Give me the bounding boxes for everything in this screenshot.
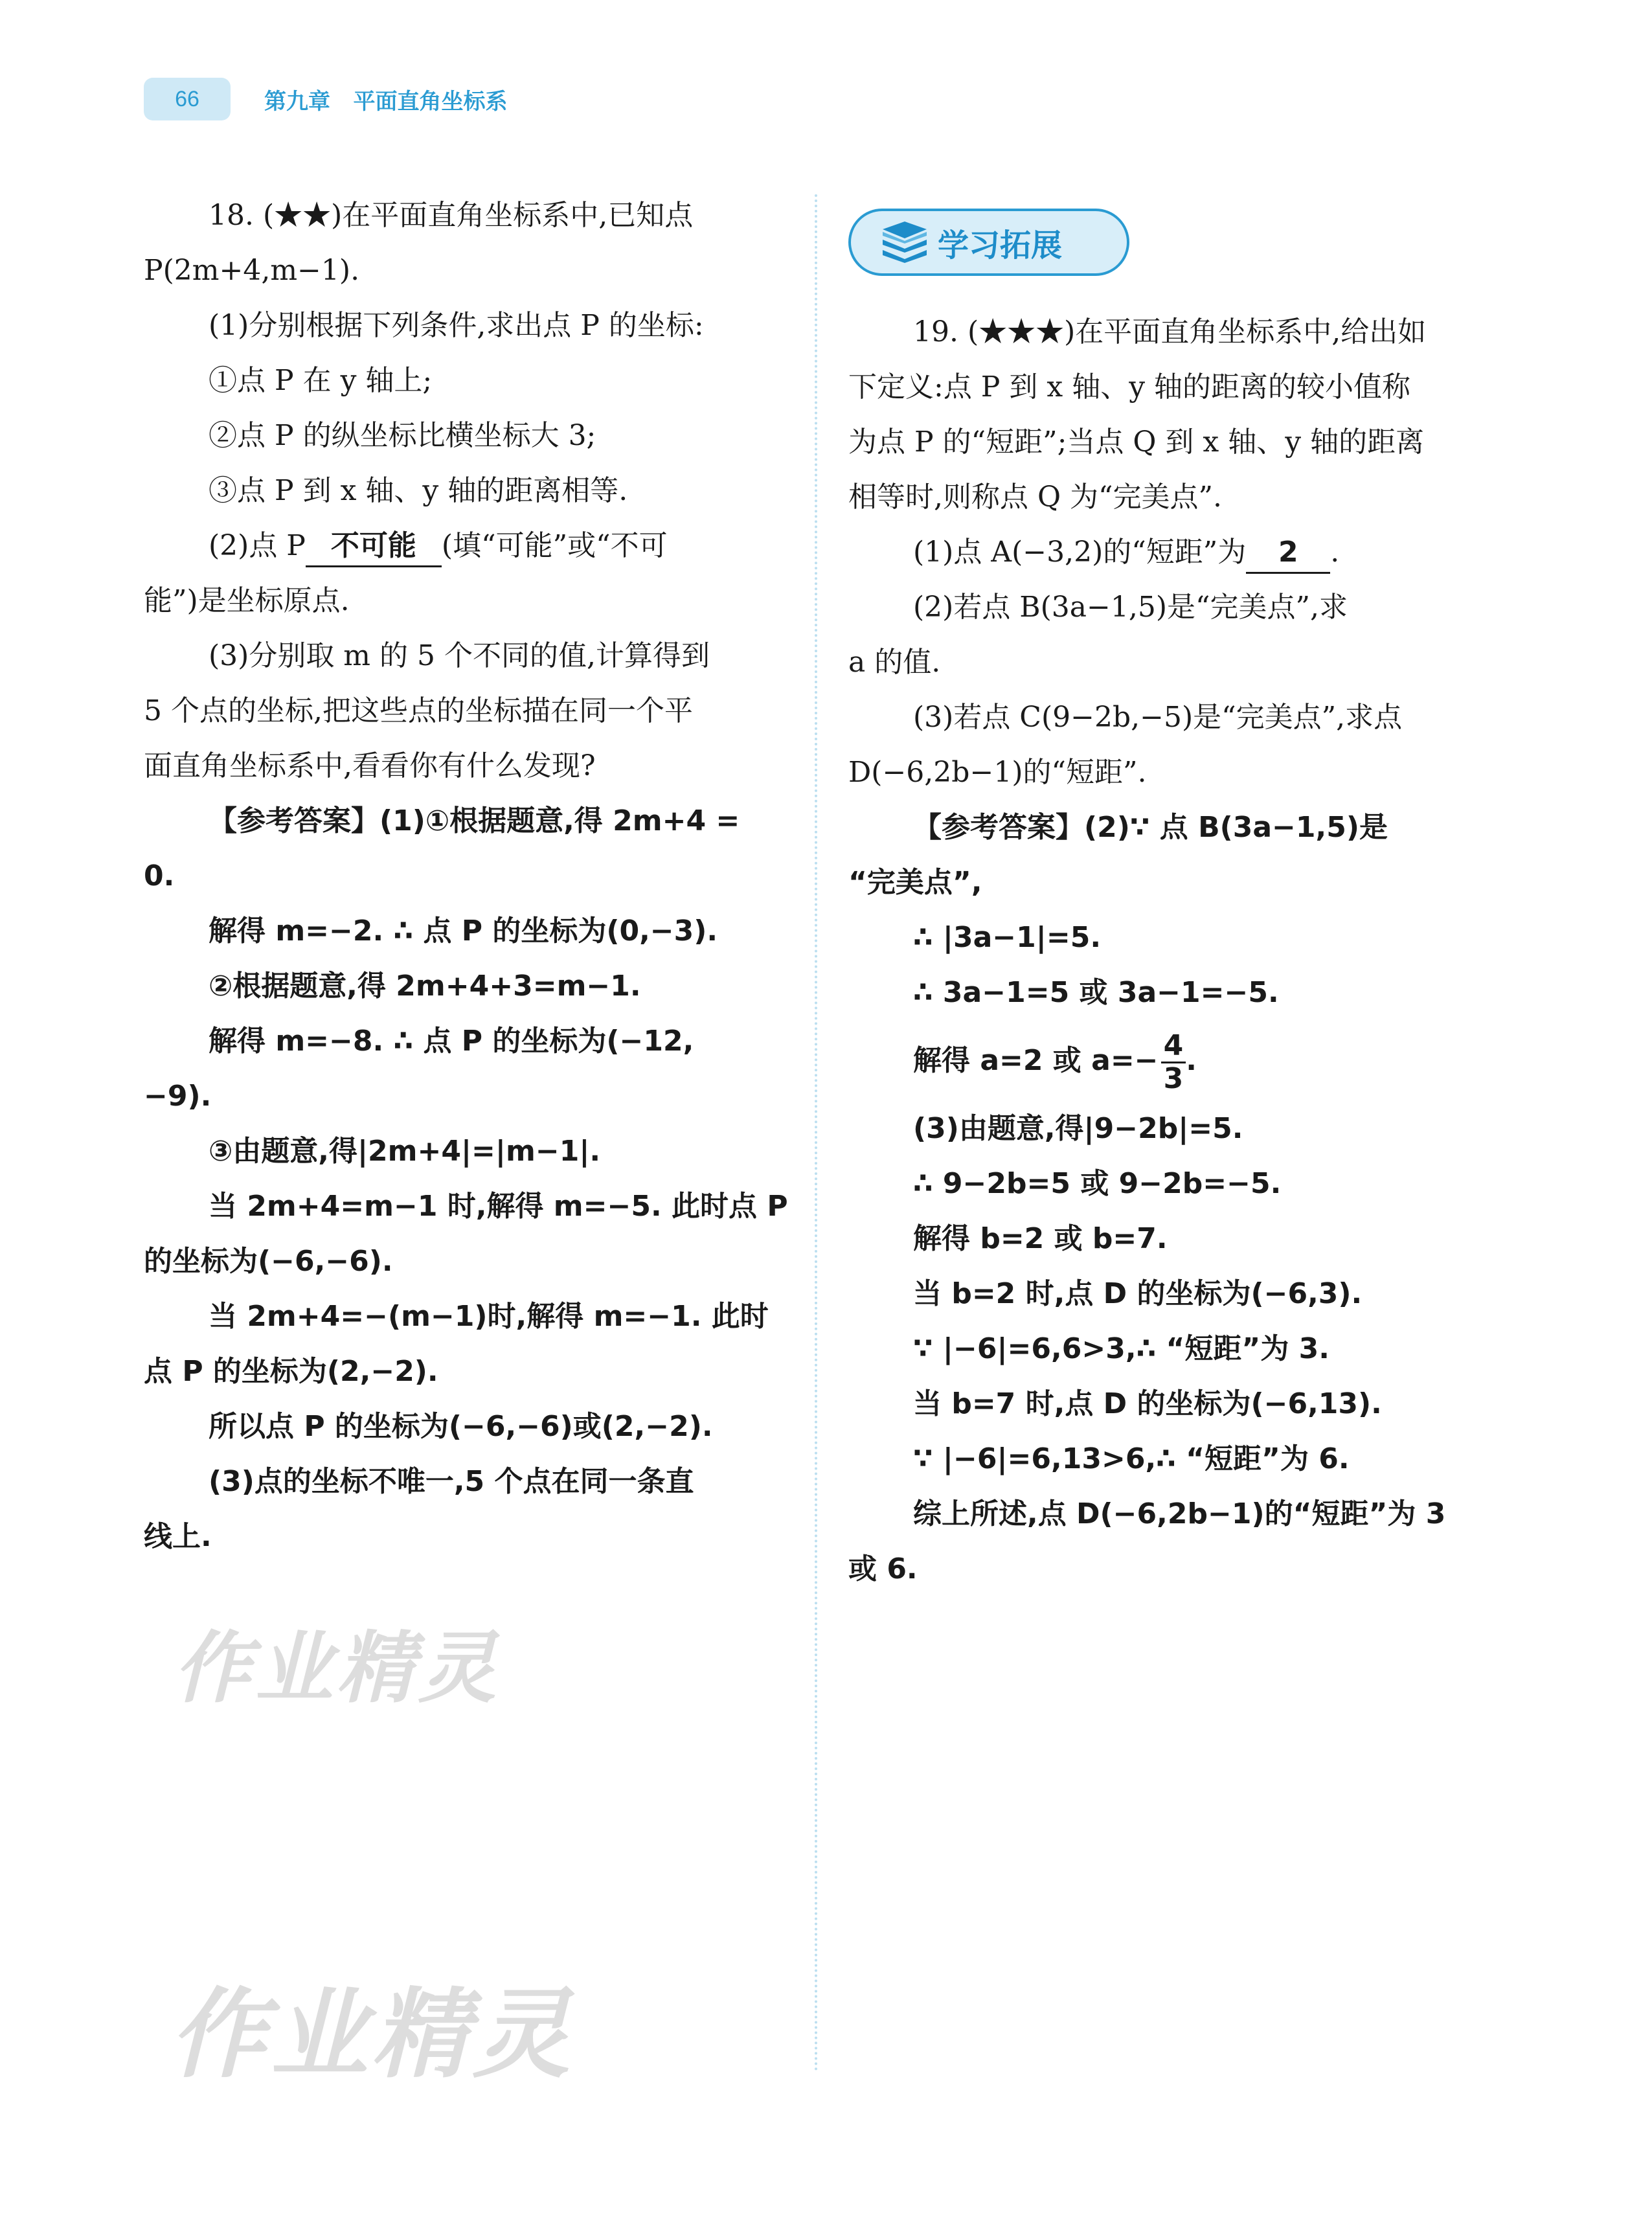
section-title: 学习拓展 [938,227,1063,264]
fill-in-line [848,525,1496,580]
blank-prefix: (1)点 A(−3,2)的“短距”为 [913,536,1247,569]
text-line: 下定义:点 P 到 x 轴、y 轴的距离的较小值称 [848,370,1411,403]
text-line: 0. [144,859,175,892]
section-banner [848,209,1129,276]
question-18-column [144,188,791,1564]
fraction-suffix: . [1186,1044,1197,1077]
fraction-numerator: 4 [1161,1030,1186,1063]
fill-in-line [144,518,791,573]
blank-suffix: (填“可能”或“不可 [441,529,668,562]
text-line: 当 2m+4=m−1 时,解得 m=−5. 此时点 P [209,1190,788,1223]
text-line: 的坐标为(−6,−6). [144,1245,393,1278]
watermark-bottom: 作业精灵 [170,1979,574,2091]
text-line: 【参考答案】(1)①根据题意,得 2m+4 = [209,804,740,837]
text-line: 解得 m=−2. ∴ 点 P 的坐标为(0,−3). [209,914,718,948]
text-line: 当 b=2 时,点 D 的坐标为(−6,3). [913,1277,1363,1310]
text-line: 解得 b=2 或 b=7. [913,1222,1168,1255]
text-line: 面直角坐标系中,看看你有什么发现? [144,749,596,782]
text-line: (3)若点 C(9−2b,−5)是“完美点”,求点 [913,701,1403,734]
text-line: (3)由题意,得|9−2b|=5. [913,1112,1243,1145]
answer-blank: 不可能 [306,527,442,567]
text-line: 能”)是坐标原点. [144,584,350,617]
text-line: ∵ |−6|=6,13>6,∴ “短距”为 6. [913,1442,1350,1475]
text-line: ③点 P 到 x 轴、y 轴的距离相等. [209,474,628,507]
text-line: ∵ |−6|=6,6>3,∴ “短距”为 3. [913,1332,1330,1365]
fraction [1161,1030,1186,1095]
text-line: ③由题意,得|2m+4|=|m−1|. [209,1135,601,1168]
text-line: (1)分别根据下列条件,求出点 P 的坐标: [209,309,704,342]
text-line: 或 6. [848,1552,918,1585]
text-line: 19. (★★★)在平面直角坐标系中,给出如 [913,315,1427,348]
text-line: (3)分别取 m 的 5 个不同的值,计算得到 [209,639,710,672]
text-line: 所以点 P 的坐标为(−6,−6)或(2,−2). [209,1410,713,1443]
stacked-books-icon [876,220,934,265]
text-line: 相等时,则称点 Q 为“完美点”. [848,481,1223,514]
fraction-line [848,1020,1496,1101]
question-19-column [848,304,1496,1596]
text-line: 线上. [144,1520,212,1553]
text-line: ②点 P 的纵坐标比横坐标大 3; [209,419,596,452]
text-line: 解得 m=−8. ∴ 点 P 的坐标为(−12, [209,1025,694,1058]
blank-suffix: . [1330,536,1340,569]
text-line: ②根据题意,得 2m+4+3=m−1. [209,970,641,1003]
text-line: −9). [144,1080,212,1113]
text-line: ∴ 9−2b=5 或 9−2b=−5. [913,1167,1282,1200]
text-line: ∴ |3a−1|=5. [913,921,1102,954]
text-line: 18. (★★)在平面直角坐标系中,已知点 [209,199,694,232]
text-line: (3)点的坐标不唯一,5 个点在同一条直 [209,1465,694,1498]
text-line: 【参考答案】(2)∵ 点 B(3a−1,5)是 [913,811,1388,844]
text-line: 为点 P 的“短距”;当点 Q 到 x 轴、y 轴的距离 [848,426,1425,459]
text-line: (2)若点 B(3a−1,5)是“完美点”,求 [913,591,1348,624]
text-line: ∴ 3a−1=5 或 3a−1=−5. [913,976,1279,1009]
text-line: ①点 P 在 y 轴上; [209,364,433,397]
answer-blank: 2 [1246,533,1330,574]
chapter-title: 第九章 平面直角坐标系 [264,88,508,115]
text-line: P(2m+4,m−1). [144,254,360,287]
text-line: 5 个点的坐标,把这些点的坐标描在同一个平 [144,694,693,727]
fraction-prefix: 解得 a=2 或 a=− [913,1044,1159,1077]
text-line: 当 b=7 时,点 D 的坐标为(−6,13). [913,1387,1382,1420]
text-line: 当 2m+4=−(m−1)时,解得 m=−1. 此时 [209,1300,769,1333]
page-header [144,78,508,120]
text-line: 点 P 的坐标为(2,−2). [144,1355,438,1388]
fraction-denominator: 3 [1163,1062,1184,1095]
blank-prefix: (2)点 P [209,529,306,562]
text-line: a 的值. [848,646,941,679]
text-line: “完美点”, [848,866,982,899]
text-line: 综上所述,点 D(−6,2b−1)的“短距”为 3 [913,1497,1446,1530]
page-number: 66 [144,78,231,120]
column-divider [815,194,817,2073]
watermark-top: 作业精灵 [174,1624,500,1714]
text-line: D(−6,2b−1)的“短距”. [848,756,1147,789]
